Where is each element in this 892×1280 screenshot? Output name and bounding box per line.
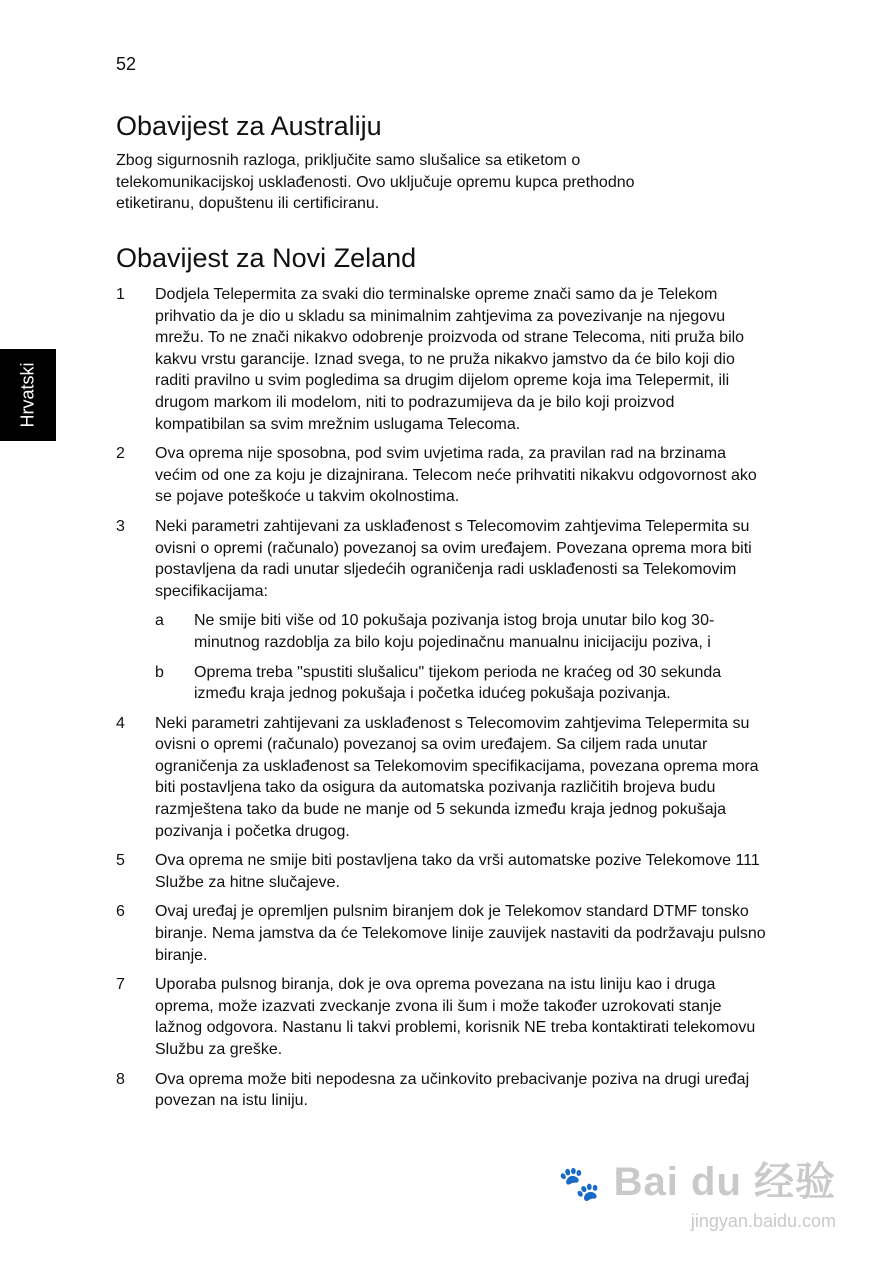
sub-list-item <box>155 610 766 653</box>
watermark-logo <box>558 1150 836 1207</box>
list-item-text: Ova oprema može biti nepodesna za učinkovito prebacivanje poziva na drugi uređaj povezan na istu liniju. <box>155 1070 750 1110</box>
list-item-text: Uporaba pulsnog biranja, dok je ova oprema povezana na istu liniju kao i druga oprema, može izazvati zveckanje zvona ili šum i može također uzrokovati stanje lažnog odgovora. Nastanu li takvi problemi, korisnik NE treba kontaktirati telekomovu Službu za greške. <box>155 976 756 1058</box>
sub-list-item <box>155 662 766 705</box>
list-item <box>116 443 766 508</box>
list-item-number: 4 <box>116 714 125 732</box>
list-item-text: Neki parametri zahtijevani za usklađenost s Telecomovim zahtjevima Telepermita su ovisni o opremi (računalo) povezanoj sa ovim uređajem. Povezana oprema mora biti postavljena da radi unutar sljedećih ograničenja radi usklađenosti sa Telekomovim specifikacijama: <box>155 517 752 600</box>
new-zealand-notice-list <box>116 284 766 1120</box>
list-item <box>116 516 766 705</box>
list-item-text: Ova oprema nije sposobna, pod svim uvjetima rada, za pravilan rad na brzinama većim od one za koju je dizajnirana. Telecom neće prihvatiti nikakvu odgovornost ako se pojave poteškoće u takvim okolnostima. <box>155 445 757 506</box>
list-item <box>116 850 766 893</box>
list-item <box>116 284 766 435</box>
section-body-australia: Zbog sigurnosnih razloga, priključite samo slušalice sa etiketom o telekomunikacijskoj usklađenosti. Ovo uključuje opremu kupca prethodno etiketiranu, dopuštenu ili certificiranu. <box>116 152 635 213</box>
list-item <box>116 974 766 1060</box>
watermark-logo-text: Bai du 经验 <box>613 1160 836 1204</box>
language-side-tab <box>0 349 56 441</box>
list-item-text: Dodjela Telepermita za svaki dio terminalske opreme znači samo da je Telekom prihvatio da je dio u skladu sa minimalnim zahtjevima za povezivanje na njegovu mrežu. To ne znači nikakvo odobrenje proizvoda od strane Telecoma, niti pruža bilo kakvu vrstu garancije. Iznad svega, to ne pruža nikakvo jamstvo da će bilo koji dio raditi pravilno u svim pogledima sa drugim dijelom opreme koja ima Telepermit, ili drugom markom ili modelom, niti to podrazumijeva da je bilo koji proizvod kompatibilan sa svim mrežnim uslugama Telecoma. <box>155 286 745 433</box>
list-item-text: Ova oprema ne smije biti postavljena tako da vrši automatske pozive Telekomove 111 Službe za hitne slučajeve. <box>155 852 760 891</box>
list-item-number: 8 <box>116 1070 125 1088</box>
list-item-body <box>155 516 766 705</box>
list-item-number: 2 <box>116 445 125 463</box>
section-title-new-zealand: Obavijest za Novi Zeland <box>116 243 417 273</box>
sub-list-item-text: Ne smije biti više od 10 pokušaja pozivanja istog broja unutar bilo kog 30-minutnog razdoblja za bilo koju pojedinačnu manualnu inicijaciju poziva, i <box>194 612 715 651</box>
list-item-text: Neki parametri zahtijevani za usklađenost s Telecomovim zahtjevima Telepermita su ovisni o opremi (računalo) povezanoj sa ovim uređajem. Sa ciljem rada unutar ograničenja za usklađenost sa Telekomovim specifikacijama, povezana oprema mora biti postavljena tako da osigura da automatska pozivanja različitih brojeva budu razmještena tako da bude ne manje od 5 sekunda između kraja jednog pokušaja pozivanja i početka drugog. <box>155 714 759 840</box>
language-side-tab-label: Hrvatski <box>17 362 38 428</box>
sub-list-item-label: a <box>155 612 164 630</box>
paw-icon: 🐾 <box>558 1165 602 1203</box>
list-item <box>116 713 766 843</box>
sub-list-item-text: Oprema treba "spustiti slušalicu" tijekom perioda ne kraćeg od 30 sekunda između kraja jednog pokušaja i početka idućeg pokušaja pozivanja. <box>194 663 722 703</box>
section-title-australia: Obavijest za Australiju <box>116 111 382 141</box>
list-item-number: 3 <box>116 517 125 535</box>
list-item-number: 5 <box>116 852 125 870</box>
list-item-number: 6 <box>116 903 125 921</box>
list-item <box>116 1069 766 1112</box>
list-item <box>116 901 766 966</box>
list-item-number: 1 <box>116 286 125 303</box>
page-number: 52 <box>116 54 137 74</box>
watermark-url: jingyan.baidu.com <box>690 1211 836 1231</box>
list-item-text: Ovaj uređaj je opremljen pulsnim biranjem dok je Telekomov standard DTMF tonsko biranje. Nema jamstva da će Telekomove linije zauvijek nastaviti da podržavaju pulsno biranje. <box>155 903 766 964</box>
sub-list-item-label: b <box>155 663 164 681</box>
list-item-number: 7 <box>116 976 125 994</box>
baidu-watermark <box>558 1150 836 1232</box>
